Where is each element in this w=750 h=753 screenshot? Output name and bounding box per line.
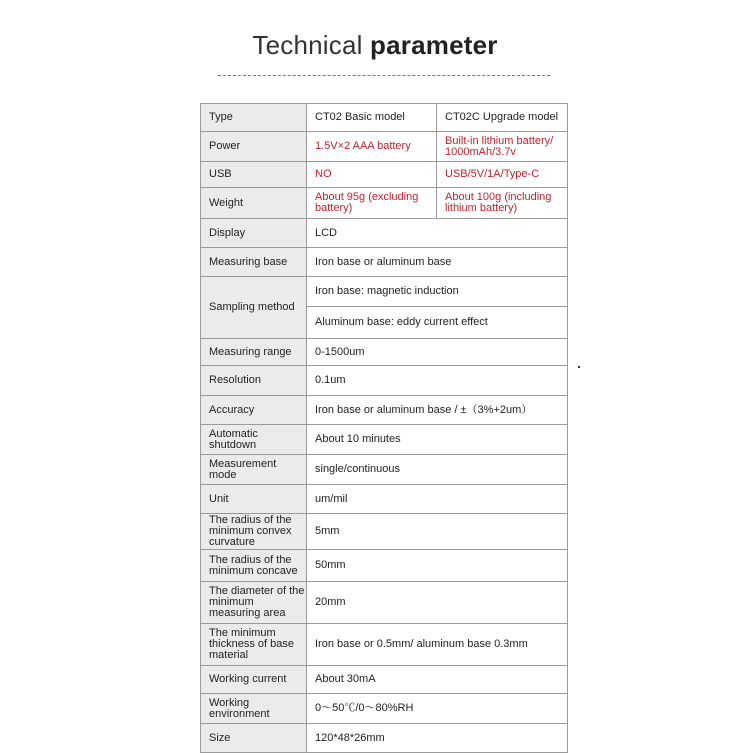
cell-upgrade-usb: USB/5V/1A/Type-C <box>437 162 568 188</box>
cell-upgrade-type: CT02C Upgrade model <box>437 104 568 132</box>
table-row <box>201 396 568 425</box>
row-label-automatic-shutdown: Automatic shutdown <box>201 425 307 455</box>
row-label-concave-radius: The radius of the minimum concave <box>201 550 307 582</box>
table-row <box>201 366 568 396</box>
row-label-accuracy: Accuracy <box>201 396 307 425</box>
table-row <box>201 162 568 188</box>
cell-basic-type: CT02 Basic model <box>307 104 437 132</box>
row-label-measuring-base: Measuring base <box>201 248 307 277</box>
title-bold-word: parameter <box>370 30 498 60</box>
cell-basic-usb: NO <box>307 162 437 188</box>
cell-value-automatic-shutdown: About 10 minutes <box>307 425 568 455</box>
table-row <box>201 514 568 550</box>
row-label-base-thickness: The minimum thickness of base material <box>201 624 307 666</box>
row-label-working-environment: Working environment <box>201 694 307 724</box>
cell-value-measuring-range: 0-1500um <box>307 339 568 366</box>
cell-value-working-current: About 30mA <box>307 666 568 694</box>
row-label-measuring-area: The diameter of the minimum measuring area <box>201 582 307 624</box>
stray-dot <box>578 366 580 368</box>
table-row <box>201 188 568 219</box>
cell-value-working-environment: 0～50℃/0～80%RH <box>307 694 568 724</box>
title-light-word: Technical <box>252 30 363 60</box>
table-row <box>201 132 568 162</box>
cell-value-resolution: 0.1um <box>307 366 568 396</box>
cell-value-convex-curvature: 5mm <box>307 514 568 550</box>
table-row <box>201 248 568 277</box>
table-row <box>201 485 568 514</box>
cell-upgrade-power: Built-in lithium battery/ 1000mAh/3.7v <box>437 132 568 162</box>
row-label-measurement-mode: Measurement mode <box>201 455 307 485</box>
cell-value-measuring-base: Iron base or aluminum base <box>307 248 568 277</box>
table-row <box>201 339 568 366</box>
cell-basic-power: 1.5V×2 AAA battery <box>307 132 437 162</box>
cell-value-concave-radius: 50mm <box>307 550 568 582</box>
table-row <box>201 724 568 753</box>
row-label-unit: Unit <box>201 485 307 514</box>
table-row <box>201 666 568 694</box>
table-row <box>201 104 568 132</box>
row-label-convex-curvature: The radius of the minimum convex curvature <box>201 514 307 550</box>
cell-value-sampling-iron: Iron base: magnetic induction <box>307 277 568 307</box>
table-row <box>201 694 568 724</box>
row-label-weight: Weight <box>201 188 307 219</box>
cell-value-size: 120*48*26mm <box>307 724 568 753</box>
cell-value-measurement-mode: single/continuous <box>307 455 568 485</box>
spec-table <box>200 103 568 753</box>
row-label-display: Display <box>201 219 307 248</box>
table-row <box>201 582 568 624</box>
row-label-measuring-range: Measuring range <box>201 339 307 366</box>
page-title <box>0 30 750 61</box>
table-row <box>201 550 568 582</box>
cell-basic-weight: About 95g (excluding battery) <box>307 188 437 219</box>
cell-value-display: LCD <box>307 219 568 248</box>
cell-value-base-thickness: Iron base or 0.5mm/ aluminum base 0.3mm <box>307 624 568 666</box>
row-label-usb: USB <box>201 162 307 188</box>
row-label-size: Size <box>201 724 307 753</box>
cell-value-accuracy: Iron base or aluminum base / ±（3%+2um） <box>307 396 568 425</box>
cell-upgrade-weight: About 100g (including lithium battery) <box>437 188 568 219</box>
cell-value-measuring-area: 20mm <box>307 582 568 624</box>
table-row <box>201 219 568 248</box>
row-label-power: Power <box>201 132 307 162</box>
cell-value-unit: um/mil <box>307 485 568 514</box>
table-row <box>201 455 568 485</box>
row-label-resolution: Resolution <box>201 366 307 396</box>
table-row <box>201 425 568 455</box>
row-label-working-current: Working current <box>201 666 307 694</box>
row-label-sampling-method: Sampling method <box>201 277 307 339</box>
table-row <box>201 277 568 307</box>
cell-value-sampling-aluminum: Aluminum base: eddy current effect <box>307 307 568 339</box>
table-row <box>201 624 568 666</box>
title-divider <box>218 75 550 76</box>
row-label-type: Type <box>201 104 307 132</box>
